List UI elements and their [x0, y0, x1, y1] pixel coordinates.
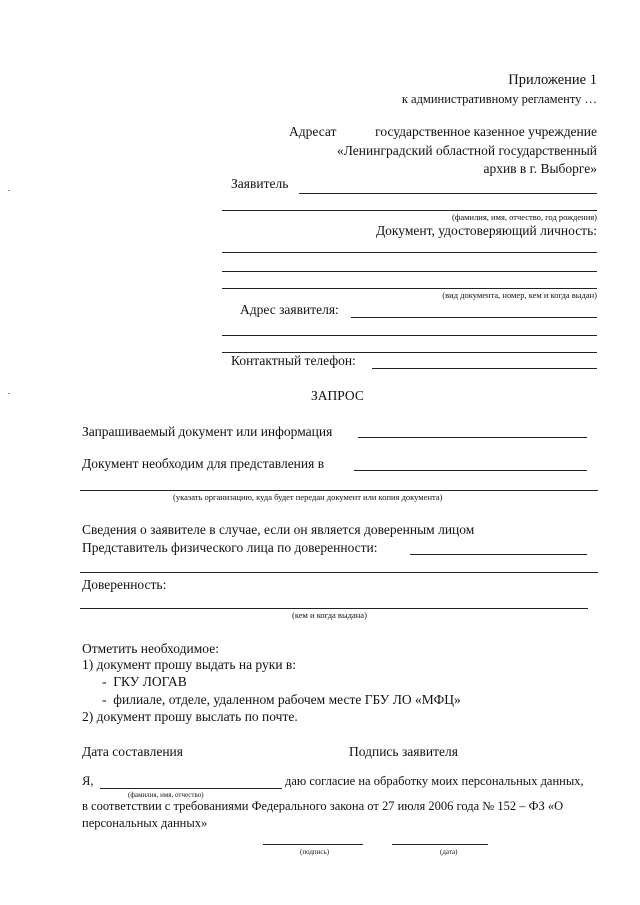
id-document-line-1[interactable] [222, 252, 597, 253]
consent-date-hint: (дата) [440, 848, 458, 856]
representative-label: Представитель физического лица по доверенности: [82, 540, 378, 555]
bullet-dash-icon: - [102, 674, 114, 689]
consent-name-line[interactable] [100, 788, 282, 789]
addressee-line2: «Ленинградский областной государственный [336, 143, 597, 158]
consent-prefix: Я, [82, 774, 94, 788]
id-document-line-3[interactable] [222, 288, 597, 289]
address-label: Адрес заявителя: [240, 302, 339, 317]
applicant-name-line-2[interactable] [222, 210, 597, 211]
applicant-name-hint: (фамилия, имя, отчество, год рождения) [452, 212, 597, 222]
needed-for-label: Документ необходим для представления в [82, 456, 325, 471]
power-of-attorney-hint: (кем и когда выдана) [292, 610, 367, 620]
signature-label: Подпись заявителя [349, 744, 458, 759]
option-1-item-2[interactable] [102, 692, 461, 708]
addressee-line1: государственное казенное учреждение [375, 124, 597, 139]
addressee-label: Адресат [289, 124, 337, 139]
option-1-item-1-text: ГКУ ЛОГАВ [113, 674, 187, 689]
representative-line[interactable] [410, 554, 587, 555]
phone-label: Контактный телефон: [231, 353, 356, 368]
consent-text-2: в соответствии с требованиями Федерального закона от 27 июля 2006 года № 152 – ФЗ «О [82, 799, 564, 813]
needed-for-hint: (указать организацию, куда будет передан документ или копия документа) [173, 492, 443, 502]
option-2-label[interactable]: 2) документ прошу выслать по почте. [82, 709, 298, 724]
request-title: ЗАПРОС [311, 388, 364, 403]
needed-for-line[interactable] [354, 470, 587, 471]
consent-name-hint: (фамилия, имя, отчество) [128, 791, 204, 799]
option-1-item-1[interactable] [102, 674, 187, 690]
representative-line-2[interactable] [80, 572, 598, 573]
date-label: Дата составления [82, 744, 183, 759]
needed-for-line-2[interactable] [80, 490, 598, 491]
bullet-dash-icon: - [102, 692, 114, 707]
power-of-attorney-line[interactable] [80, 608, 588, 609]
margin-speck [8, 190, 10, 191]
option-1-item-2-text: филиале, отделе, удаленном рабочем месте ГБУ ЛО «МФЦ» [113, 692, 461, 707]
applicant-name-line[interactable] [299, 193, 597, 194]
power-of-attorney-label: Доверенность: [82, 577, 167, 592]
requested-document-label: Запрашиваемый документ или информация [82, 424, 333, 439]
address-line-2[interactable] [222, 335, 597, 336]
id-document-line-2[interactable] [222, 271, 597, 272]
option-1-label: 1) документ прошу выдать на руки в: [82, 657, 297, 672]
addressee-line3: архив в г. Выборге» [483, 161, 597, 176]
id-document-label: Документ, удостоверяющий личность: [375, 223, 597, 238]
appendix-title: Приложение 1 [508, 72, 597, 88]
consent-date-line[interactable] [392, 844, 488, 845]
consent-signature-line[interactable] [263, 844, 363, 845]
applicant-label: Заявитель [231, 176, 289, 191]
consent-text-1: даю согласие на обработку моих персональных данных, [285, 774, 584, 788]
address-line-1[interactable] [351, 317, 597, 318]
consent-text-3: персональных данных» [82, 816, 208, 830]
phone-line[interactable] [372, 368, 597, 369]
trustee-info-label: Сведения о заявителе в случае, если он является доверенным лицом [82, 522, 475, 537]
margin-speck [8, 393, 10, 394]
requested-document-line[interactable] [358, 437, 587, 438]
appendix-subtitle: к административному регламенту … [401, 92, 597, 106]
consent-signature-hint: (подпись) [300, 848, 330, 856]
options-heading: Отметить необходимое: [82, 641, 219, 656]
id-document-hint: (вид документа, номер, кем и когда выдан) [442, 290, 597, 300]
